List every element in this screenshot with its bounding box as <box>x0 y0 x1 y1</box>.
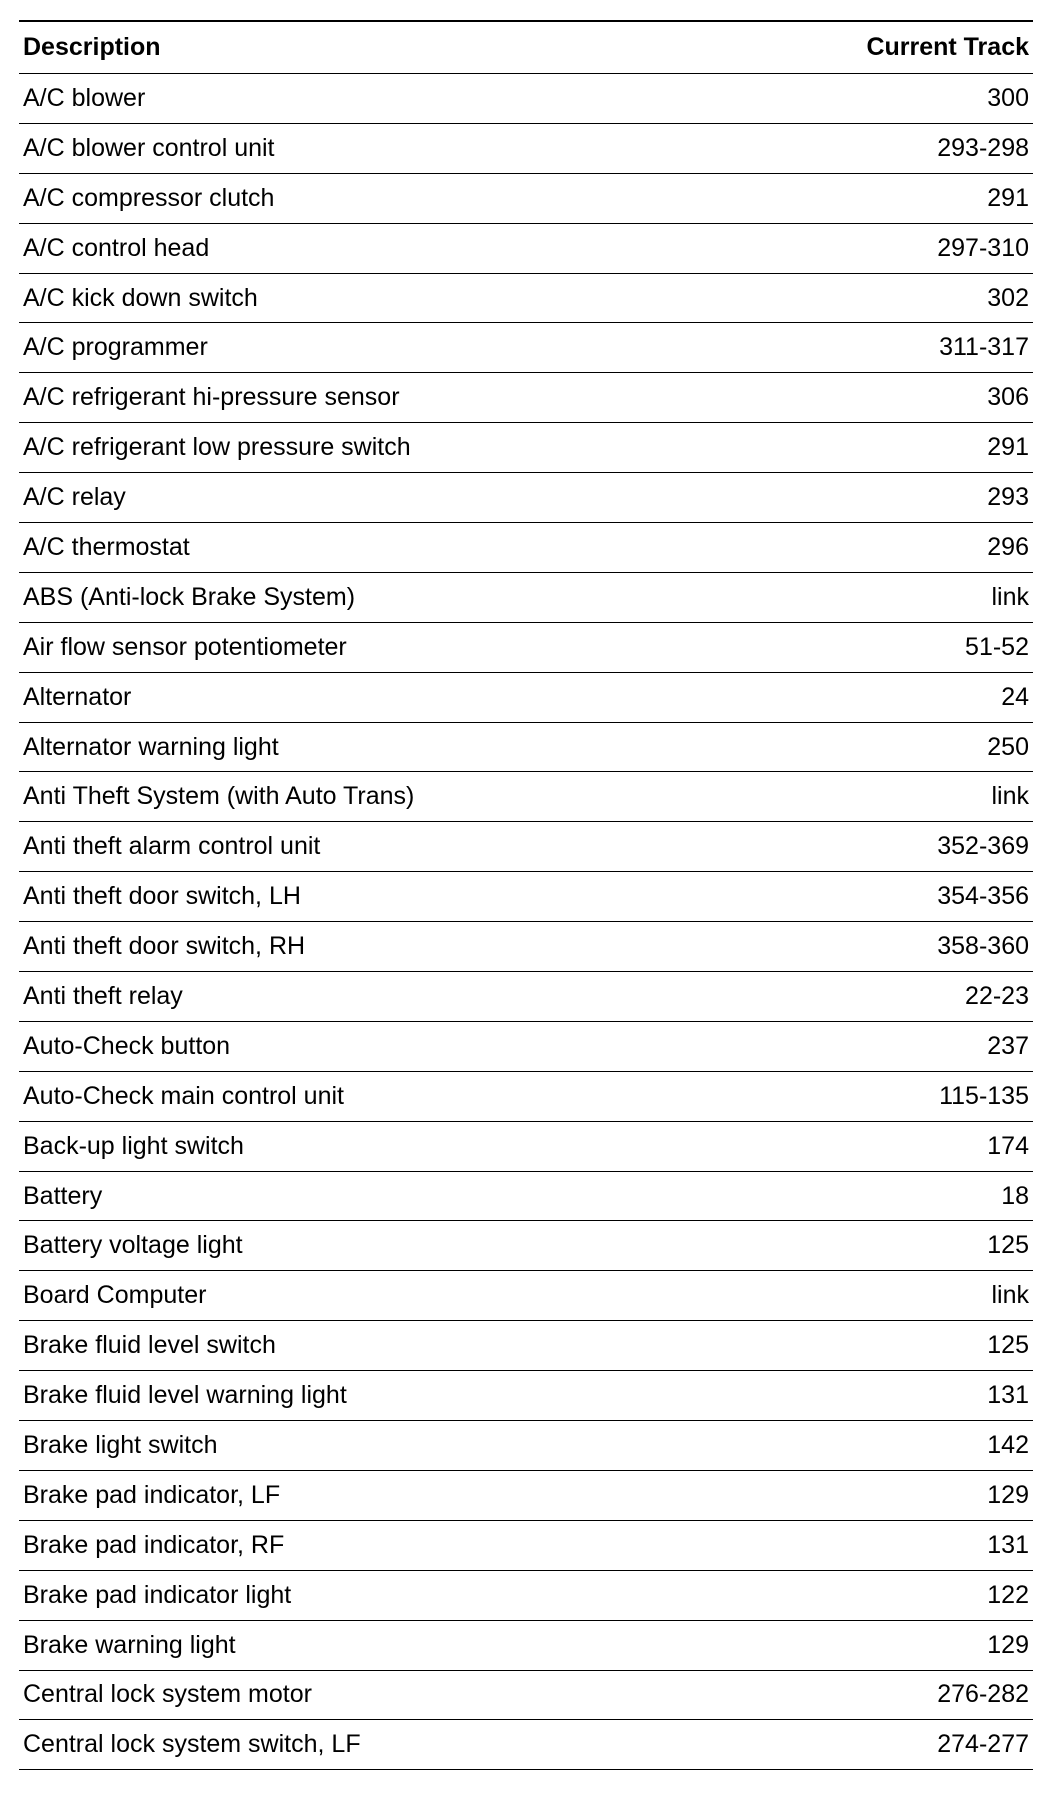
table-row <box>19 124 1033 174</box>
row-current-track: 129 <box>987 1630 1029 1659</box>
row-description: Alternator warning light <box>23 732 279 761</box>
table-row <box>19 174 1033 224</box>
row-current-track: 174 <box>987 1131 1029 1160</box>
row-current-track: 22-23 <box>965 981 1029 1010</box>
table-row <box>19 274 1033 324</box>
row-description: Back-up light switch <box>23 1131 244 1160</box>
row-description: A/C relay <box>23 483 126 512</box>
row-description: ABS (Anti-lock Brake System) <box>23 582 356 611</box>
table-row <box>19 323 1033 373</box>
row-description: Auto-Check main control unit <box>23 1081 344 1110</box>
row-description: Anti theft door switch, LH <box>23 882 301 911</box>
table-row <box>19 822 1033 872</box>
row-description: Anti theft alarm control unit <box>23 832 321 861</box>
row-current-track: 300 <box>987 83 1029 112</box>
table-row <box>19 1122 1033 1172</box>
row-description: Anti theft relay <box>23 981 183 1010</box>
row-description: Alternator <box>23 682 132 711</box>
row-current-track: 291 <box>987 433 1029 462</box>
row-current-track: 293 <box>987 483 1029 512</box>
row-current-track: 296 <box>987 532 1029 561</box>
row-current-track: 115-135 <box>939 1081 1029 1110</box>
table-row <box>19 1022 1033 1072</box>
table-row <box>19 673 1033 723</box>
table-row <box>19 74 1033 124</box>
row-description: A/C thermostat <box>23 532 190 561</box>
row-description: A/C refrigerant low pressure switch <box>23 433 411 462</box>
row-description: Brake pad indicator, LF <box>23 1480 281 1509</box>
row-current-track: 237 <box>987 1031 1029 1060</box>
table-row <box>19 772 1033 822</box>
row-current-track: 274-277 <box>937 1730 1029 1759</box>
table-row <box>19 922 1033 972</box>
row-current-track: 131 <box>987 1381 1029 1410</box>
table-row <box>19 1521 1033 1571</box>
row-current-track: 352-369 <box>937 832 1029 861</box>
row-current-track: 250 <box>987 732 1029 761</box>
row-current-track: 131 <box>987 1530 1029 1559</box>
table-row <box>19 423 1033 473</box>
row-description: A/C kick down switch <box>23 283 258 312</box>
row-current-track: 125 <box>987 1231 1029 1260</box>
table-row <box>19 1321 1033 1371</box>
row-current-track: 129 <box>987 1480 1029 1509</box>
table-row <box>19 1571 1033 1621</box>
row-description: Battery voltage light <box>23 1231 243 1260</box>
row-description: Central lock system switch, LF <box>23 1730 361 1759</box>
header-description: Description <box>23 33 161 61</box>
table-row <box>19 1720 1033 1770</box>
row-description: Auto-Check button <box>23 1031 231 1060</box>
row-description: Central lock system motor <box>23 1680 312 1709</box>
row-current-track: 276-282 <box>937 1680 1029 1709</box>
table-header <box>19 22 1033 74</box>
row-current-track: 142 <box>987 1430 1029 1459</box>
table-row <box>19 523 1033 573</box>
table-row <box>19 473 1033 523</box>
row-current-track: 24 <box>1001 682 1029 711</box>
row-description: Brake pad indicator light <box>23 1580 292 1609</box>
row-description: A/C blower control unit <box>23 133 275 162</box>
row-current-track: link <box>991 582 1029 611</box>
row-current-track: 302 <box>987 283 1029 312</box>
table-row <box>19 224 1033 274</box>
table-row <box>19 972 1033 1022</box>
table-row <box>19 1671 1033 1721</box>
table-row <box>19 1371 1033 1421</box>
row-current-track: 354-356 <box>937 882 1029 911</box>
table-row <box>19 1471 1033 1521</box>
row-current-track: 291 <box>987 183 1029 212</box>
row-description: A/C control head <box>23 233 210 262</box>
row-current-track: 122 <box>987 1580 1029 1609</box>
row-current-track: 297-310 <box>937 233 1029 262</box>
row-current-track: link <box>991 1281 1029 1310</box>
row-current-track: 358-360 <box>937 932 1029 961</box>
table-row <box>19 1421 1033 1471</box>
table-row <box>19 373 1033 423</box>
row-description: Anti Theft System (with Auto Trans) <box>23 782 415 811</box>
table-row <box>19 623 1033 673</box>
row-current-track: 293-298 <box>937 133 1029 162</box>
table-body <box>19 74 1033 1770</box>
row-current-track: 306 <box>987 383 1029 412</box>
row-current-track: 51-52 <box>965 632 1029 661</box>
row-description: Air flow sensor potentiometer <box>23 632 347 661</box>
row-description: Brake pad indicator, RF <box>23 1530 285 1559</box>
component-table <box>19 20 1033 1770</box>
row-current-track: link <box>991 782 1029 811</box>
header-current-track: Current Track <box>866 33 1029 61</box>
row-description: Brake light switch <box>23 1430 218 1459</box>
row-description: Brake fluid level switch <box>23 1331 276 1360</box>
row-current-track: 125 <box>987 1331 1029 1360</box>
row-description: Brake warning light <box>23 1630 236 1659</box>
row-description: Anti theft door switch, RH <box>23 932 306 961</box>
table-row <box>19 723 1033 773</box>
row-current-track: 18 <box>1001 1181 1029 1210</box>
row-description: A/C blower <box>23 83 146 112</box>
table-row <box>19 1221 1033 1271</box>
row-description: A/C compressor clutch <box>23 183 275 212</box>
row-description: Board Computer <box>23 1281 207 1310</box>
row-current-track: 311-317 <box>939 333 1029 362</box>
table-row <box>19 1072 1033 1122</box>
row-description: A/C refrigerant hi-pressure sensor <box>23 383 400 412</box>
table-row <box>19 1621 1033 1671</box>
table-row <box>19 872 1033 922</box>
row-description: Brake fluid level warning light <box>23 1381 347 1410</box>
table-row <box>19 1172 1033 1222</box>
row-description: Battery <box>23 1181 103 1210</box>
table-row <box>19 1271 1033 1321</box>
table-row <box>19 573 1033 623</box>
row-description: A/C programmer <box>23 333 208 362</box>
